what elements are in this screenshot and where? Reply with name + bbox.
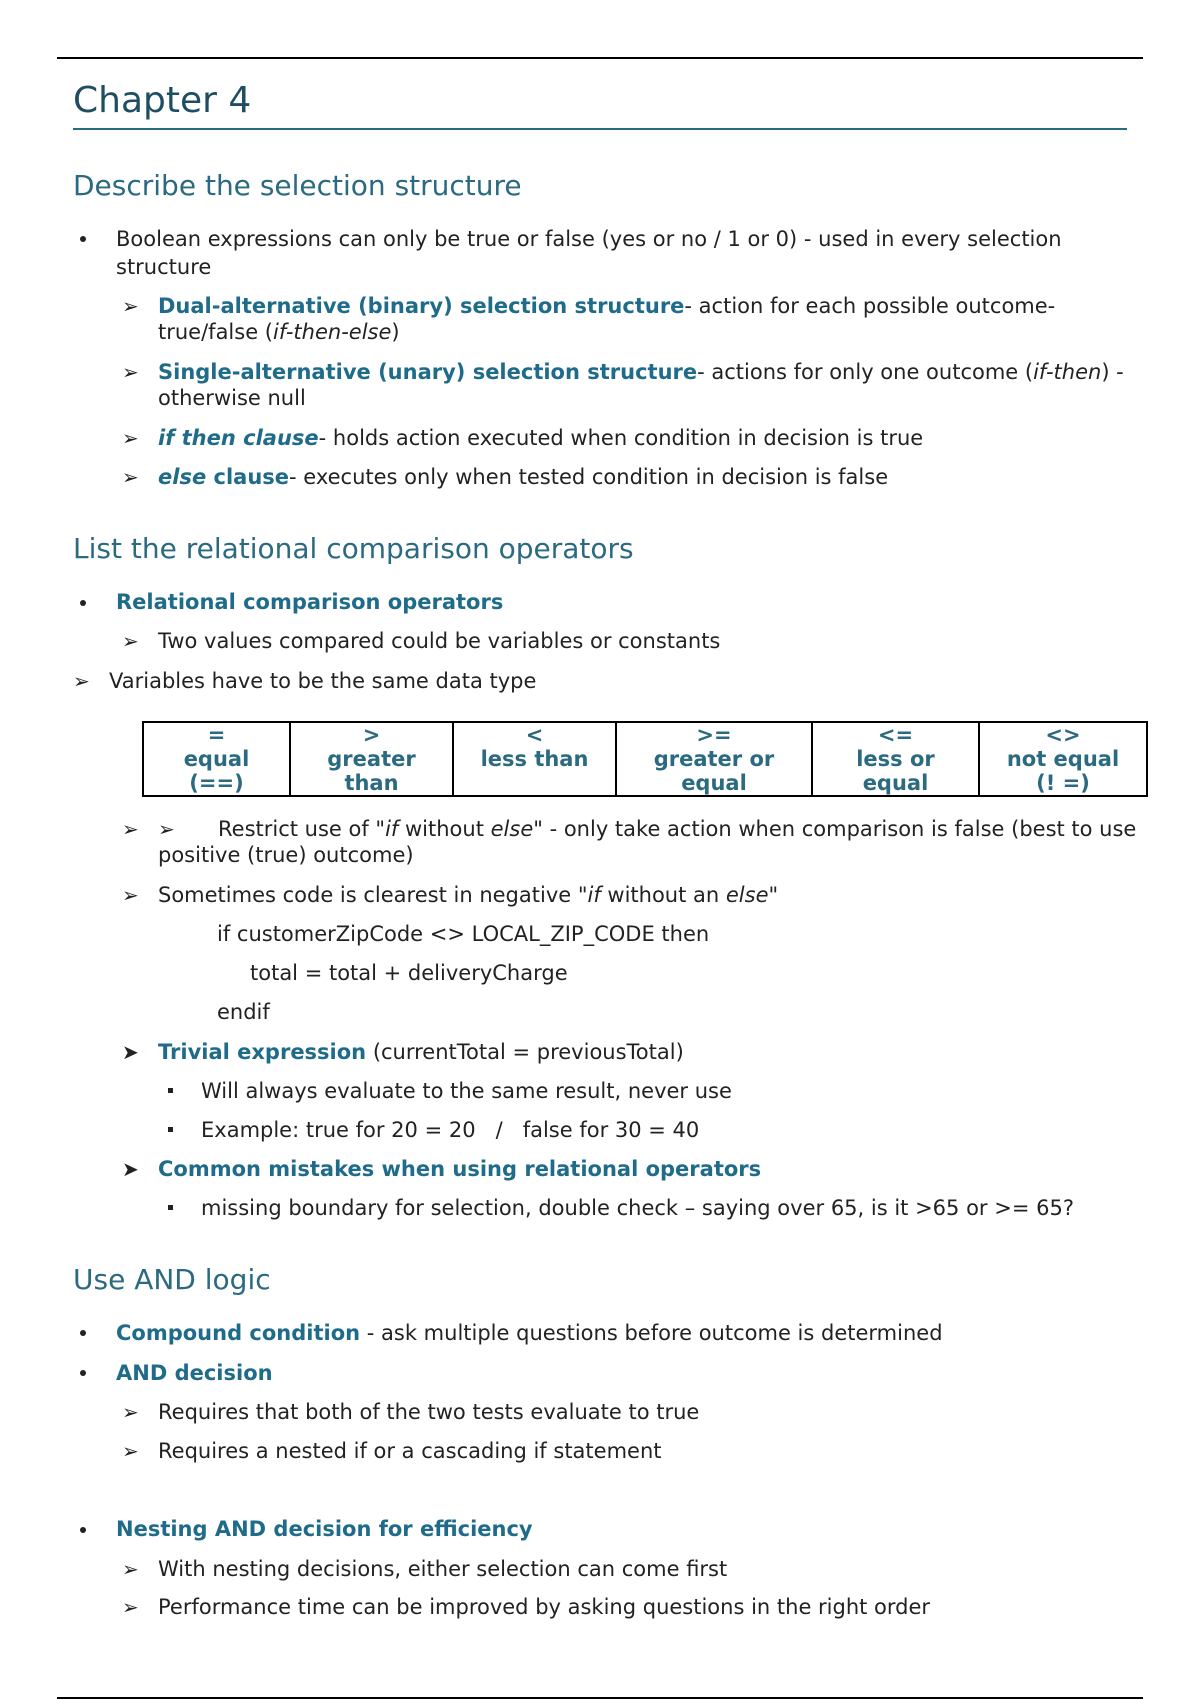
nesting-efficiency-item: Nesting AND decision for efficiency [116,1517,533,1541]
arrow-bullet-icon: ➢ [122,1400,139,1424]
operator-cell-greater-than: > greater than [290,722,453,796]
section-heading-operators: List the relational comparison operators [73,532,634,565]
common-mistakes-item: Common mistakes when using relational operators [158,1157,762,1181]
dual-alternative-line2: true/false (if-then-else) [158,320,400,344]
bullet-dot [80,1330,86,1336]
code-line-if: if customerZipCode <> LOCAL_ZIP_CODE then [217,922,710,946]
arrow-bullet-icon: ➢ [122,817,139,841]
and-decision-item: AND decision [116,1361,273,1385]
bullet-dot [80,1370,86,1376]
arrow-bullet-icon: ➢ [122,629,139,653]
operator-cell-equal: = equal (==) [143,722,290,796]
sometimes-negative-item: Sometimes code is clearest in negative "if without an else" [158,883,779,907]
single-alternative-line2: otherwise null [158,386,306,410]
trivial-expression-term: Trivial expression [158,1040,367,1064]
arrow-bullet-icon: ➢ [122,883,139,907]
bullet-dot [80,600,86,606]
arrow-bullet-icon: ➢ [73,669,90,693]
same-data-type-item: Variables have to be the same data type [109,669,537,693]
arrow-bullet-icon: ➢ [122,426,139,450]
always-same-result-item: Will always evaluate to the same result, never use [201,1079,732,1103]
bottom-rule [57,1697,1143,1699]
if-then-clause-term: if then clause [158,426,319,450]
performance-time-item: Performance time can be improved by asking questions in the right order [158,1595,931,1619]
if-then-clause-item: if then clause- holds action executed when condition in decision is true [158,426,924,450]
boolean-expressions-line2: structure [116,255,212,279]
nested-if-item: Requires a nested if or a cascading if statement [158,1439,662,1463]
code-line-total: total = total + deliveryCharge [250,961,568,985]
operator-cell-not-equal: <> not equal (! =) [979,722,1147,796]
compound-condition-term: Compound condition [116,1321,361,1345]
bullet-dot [80,1527,86,1533]
arrow-bullet-icon: ➤ [122,1040,139,1064]
section-heading-selection: Describe the selection structure [73,169,522,202]
restrict-use-line2: positive (true) outcome) [158,843,414,867]
arrow-bullet-icon: ➢ [122,1557,139,1581]
else-keyword: else [158,465,207,489]
operator-cell-less-than: < less than [453,722,616,796]
restrict-use-item: Restrict use of "if without else" - only take action when comparison is false (best to use [218,817,1137,841]
bullet-dot [80,236,86,242]
square-bullet [168,1088,173,1093]
arrow-bullet-icon: ➢ [122,1595,139,1619]
arrow-bullet-icon: ➢ [158,817,175,841]
operators-row [143,722,1147,796]
operator-cell-less-or-equal: <= less or equal [812,722,979,796]
two-values-item: Two values compared could be variables or constants [158,629,721,653]
both-tests-item: Requires that both of the two tests evaluate to true [158,1400,700,1424]
chapter-title: Chapter 4 [73,80,1127,130]
dual-alternative-term: Dual-alternative (binary) selection structure [158,294,685,318]
boolean-expressions-line1: Boolean expressions can only be true or false (yes or no / 1 or 0) - used in every selection [116,227,1062,251]
missing-boundary-item: missing boundary for selection, double check – saying over 65, is it >65 or >= 65? [201,1196,1074,1220]
arrow-bullet-icon: ➢ [122,360,139,384]
else-clause-item: else clause- executes only when tested condition in decision is false [158,465,889,489]
section-heading-and-logic: Use AND logic [73,1263,271,1296]
relational-operators-bullet: Relational comparison operators [116,590,504,614]
code-line-endif: endif [217,1000,270,1024]
operators-table [142,721,1148,797]
trivial-example-item: Example: true for 20 = 20 / false for 30 = 40 [201,1118,700,1142]
compound-condition-item: Compound condition - ask multiple questions before outcome is determined [116,1321,943,1345]
square-bullet [168,1127,173,1132]
arrow-bullet-icon: ➢ [122,465,139,489]
top-rule [57,57,1143,59]
trivial-expression-item: Trivial expression (currentTotal = previousTotal) [158,1040,684,1064]
square-bullet [168,1205,173,1210]
arrow-bullet-icon: ➤ [122,1157,139,1181]
arrow-bullet-icon: ➢ [122,1439,139,1463]
single-alternative-term: Single-alternative (unary) selection structure [158,360,698,384]
operator-cell-greater-or-equal: >= greater or equal [616,722,812,796]
single-alternative-item: Single-alternative (unary) selection structure- actions for only one outcome (if-then) - [158,360,1124,384]
dual-alternative-item: Dual-alternative (binary) selection structure- action for each possible outcome- [158,294,1056,318]
arrow-bullet-icon: ➢ [122,294,139,318]
either-selection-item: With nesting decisions, either selection can come first [158,1557,728,1581]
